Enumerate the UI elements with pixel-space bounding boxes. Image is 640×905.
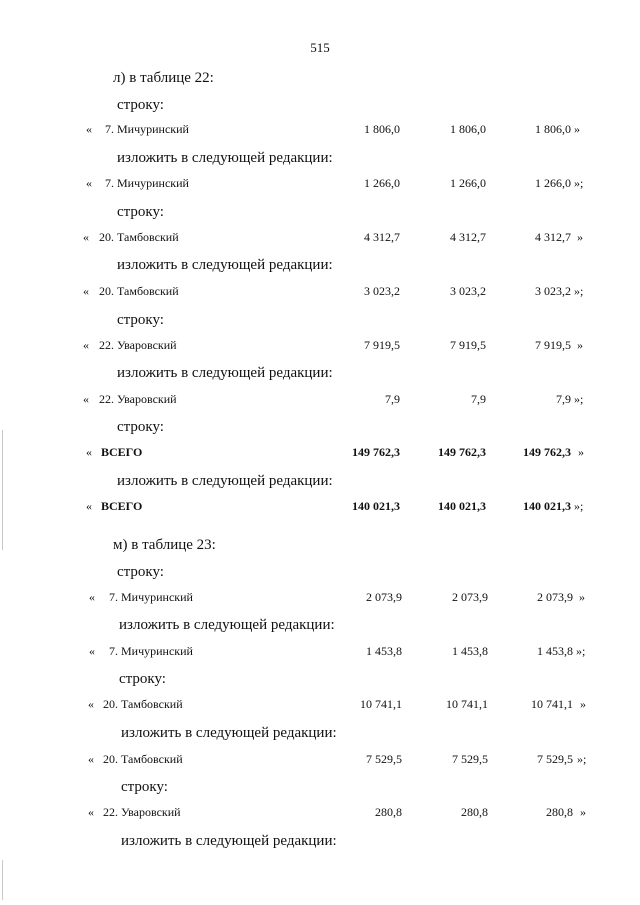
open-quote: « xyxy=(83,338,89,352)
close-quote: » xyxy=(577,338,583,352)
value-col1: 1 453,8 xyxy=(366,644,402,658)
value-col3: 1 266,0 xyxy=(535,176,571,190)
value-col1: 280,8 xyxy=(375,805,402,819)
value-col3: 4 312,7 xyxy=(535,230,571,244)
row-label: строку: xyxy=(119,671,166,687)
open-quote: « xyxy=(83,230,89,244)
close-quote: »; xyxy=(574,176,584,190)
open-quote: « xyxy=(86,445,92,459)
value-col1: 4 312,7 xyxy=(364,230,400,244)
row-name: ВСЕГО xyxy=(101,445,143,459)
instruction-line xyxy=(0,97,640,117)
instruction-line xyxy=(0,833,640,853)
open-quote: « xyxy=(83,284,89,298)
value-col2: 1 453,8 xyxy=(452,644,488,658)
section-heading xyxy=(0,537,640,557)
instruction-line xyxy=(0,365,640,385)
row-label: строку: xyxy=(117,564,164,580)
replace-label: изложить в следующей редакции: xyxy=(121,833,337,849)
value-col2: 140 021,3 xyxy=(438,499,486,513)
scan-artifact xyxy=(2,860,3,900)
close-quote: » xyxy=(574,122,580,136)
close-quote: » xyxy=(579,590,585,604)
value-col1: 7 919,5 xyxy=(364,338,400,352)
close-quote: »; xyxy=(574,392,584,406)
replace-label: изложить в следующей редакции: xyxy=(117,473,333,489)
close-quote: »; xyxy=(574,284,584,298)
table-row-new xyxy=(0,392,640,412)
open-quote: « xyxy=(86,499,92,513)
close-quote: »; xyxy=(574,499,584,513)
open-quote: « xyxy=(88,697,94,711)
value-col3: 7 919,5 xyxy=(535,338,571,352)
row-name: 22. Уваровский xyxy=(99,338,177,352)
value-col1: 3 023,2 xyxy=(364,284,400,298)
table-row-new xyxy=(0,752,640,772)
table-row-total-new xyxy=(0,499,640,519)
value-col3: 1 806,0 xyxy=(535,122,571,136)
row-label: строку: xyxy=(117,419,164,435)
row-name: 7. Мичуринский xyxy=(109,590,193,604)
value-col3: 140 021,3 xyxy=(523,499,571,513)
value-col1: 2 073,9 xyxy=(366,590,402,604)
value-col1: 1 806,0 xyxy=(364,122,400,136)
value-col2: 2 073,9 xyxy=(452,590,488,604)
table-row-old xyxy=(0,122,640,142)
row-label: строку: xyxy=(117,97,164,113)
value-col2: 280,8 xyxy=(461,805,488,819)
open-quote: « xyxy=(88,752,94,766)
value-col2: 1 266,0 xyxy=(450,176,486,190)
instruction-line xyxy=(0,671,640,691)
value-col1: 10 741,1 xyxy=(360,697,402,711)
table-row-old xyxy=(0,338,640,358)
value-col1: 149 762,3 xyxy=(352,445,400,459)
value-col3: 7,9 xyxy=(556,392,571,406)
value-col3: 149 762,3 xyxy=(523,445,571,459)
table-row-total-old xyxy=(0,445,640,465)
instruction-line xyxy=(0,150,640,170)
replace-label: изложить в следующей редакции: xyxy=(117,257,333,273)
row-name: 22. Уваровский xyxy=(99,392,177,406)
value-col3: 10 741,1 xyxy=(531,697,573,711)
row-name: 7. Мичуринский xyxy=(105,122,189,136)
table-row-new xyxy=(0,644,640,664)
table-row-old xyxy=(0,697,640,717)
instruction-line xyxy=(0,419,640,439)
row-name: 20. Тамбовский xyxy=(99,284,179,298)
value-col1: 7 529,5 xyxy=(366,752,402,766)
row-name: 20. Тамбовский xyxy=(103,697,183,711)
table-row-old xyxy=(0,230,640,250)
value-col3: 2 073,9 xyxy=(537,590,573,604)
row-label: строку: xyxy=(117,204,164,220)
close-quote: » xyxy=(580,805,586,819)
instruction-line xyxy=(0,312,640,332)
value-col1: 1 266,0 xyxy=(364,176,400,190)
open-quote: « xyxy=(83,392,89,406)
value-col3: 1 453,8 xyxy=(537,644,573,658)
row-name: 7. Мичуринский xyxy=(109,644,193,658)
row-name: 20. Тамбовский xyxy=(99,230,179,244)
instruction-line xyxy=(0,725,640,745)
section-heading xyxy=(0,70,640,90)
replace-label: изложить в следующей редакции: xyxy=(121,725,337,741)
table-row-new xyxy=(0,284,640,304)
value-col2: 149 762,3 xyxy=(438,445,486,459)
instruction-line xyxy=(0,204,640,224)
value-col2: 7,9 xyxy=(471,392,486,406)
open-quote: « xyxy=(89,644,95,658)
instruction-line xyxy=(0,473,640,493)
value-col2: 1 806,0 xyxy=(450,122,486,136)
close-quote: » xyxy=(577,230,583,244)
value-col2: 7 529,5 xyxy=(452,752,488,766)
value-col1: 7,9 xyxy=(385,392,400,406)
table-row-old xyxy=(0,590,640,610)
close-quote: » xyxy=(580,697,586,711)
value-col2: 3 023,2 xyxy=(450,284,486,298)
section-heading-text: м) в таблице 23: xyxy=(113,537,216,553)
row-name: ВСЕГО xyxy=(101,499,143,513)
close-quote: »; xyxy=(577,752,587,766)
value-col2: 7 919,5 xyxy=(450,338,486,352)
row-name: 7. Мичуринский xyxy=(105,176,189,190)
instruction-line xyxy=(0,257,640,277)
value-col3: 280,8 xyxy=(546,805,573,819)
row-label: строку: xyxy=(121,779,168,795)
open-quote: « xyxy=(86,176,92,190)
open-quote: « xyxy=(89,590,95,604)
value-col2: 4 312,7 xyxy=(450,230,486,244)
value-col2: 10 741,1 xyxy=(446,697,488,711)
page-number: 515 xyxy=(310,40,330,55)
value-col3: 7 529,5 xyxy=(537,752,573,766)
scan-artifact xyxy=(2,430,3,550)
open-quote: « xyxy=(86,122,92,136)
row-label: строку: xyxy=(117,312,164,328)
row-name: 20. Тамбовский xyxy=(103,752,183,766)
close-quote: »; xyxy=(576,644,586,658)
instruction-line xyxy=(0,617,640,637)
section-heading-text: л) в таблице 22: xyxy=(113,70,214,86)
value-col1: 140 021,3 xyxy=(352,499,400,513)
open-quote: « xyxy=(88,805,94,819)
instruction-line xyxy=(0,779,640,799)
replace-label: изложить в следующей редакции: xyxy=(117,150,333,166)
row-name: 22. Уваровский xyxy=(103,805,181,819)
value-col3: 3 023,2 xyxy=(535,284,571,298)
table-row-new xyxy=(0,176,640,196)
close-quote: » xyxy=(578,445,584,459)
instruction-line xyxy=(0,564,640,584)
table-row-old xyxy=(0,805,640,825)
replace-label: изложить в следующей редакции: xyxy=(117,365,333,381)
replace-label: изложить в следующей редакции: xyxy=(119,617,335,633)
